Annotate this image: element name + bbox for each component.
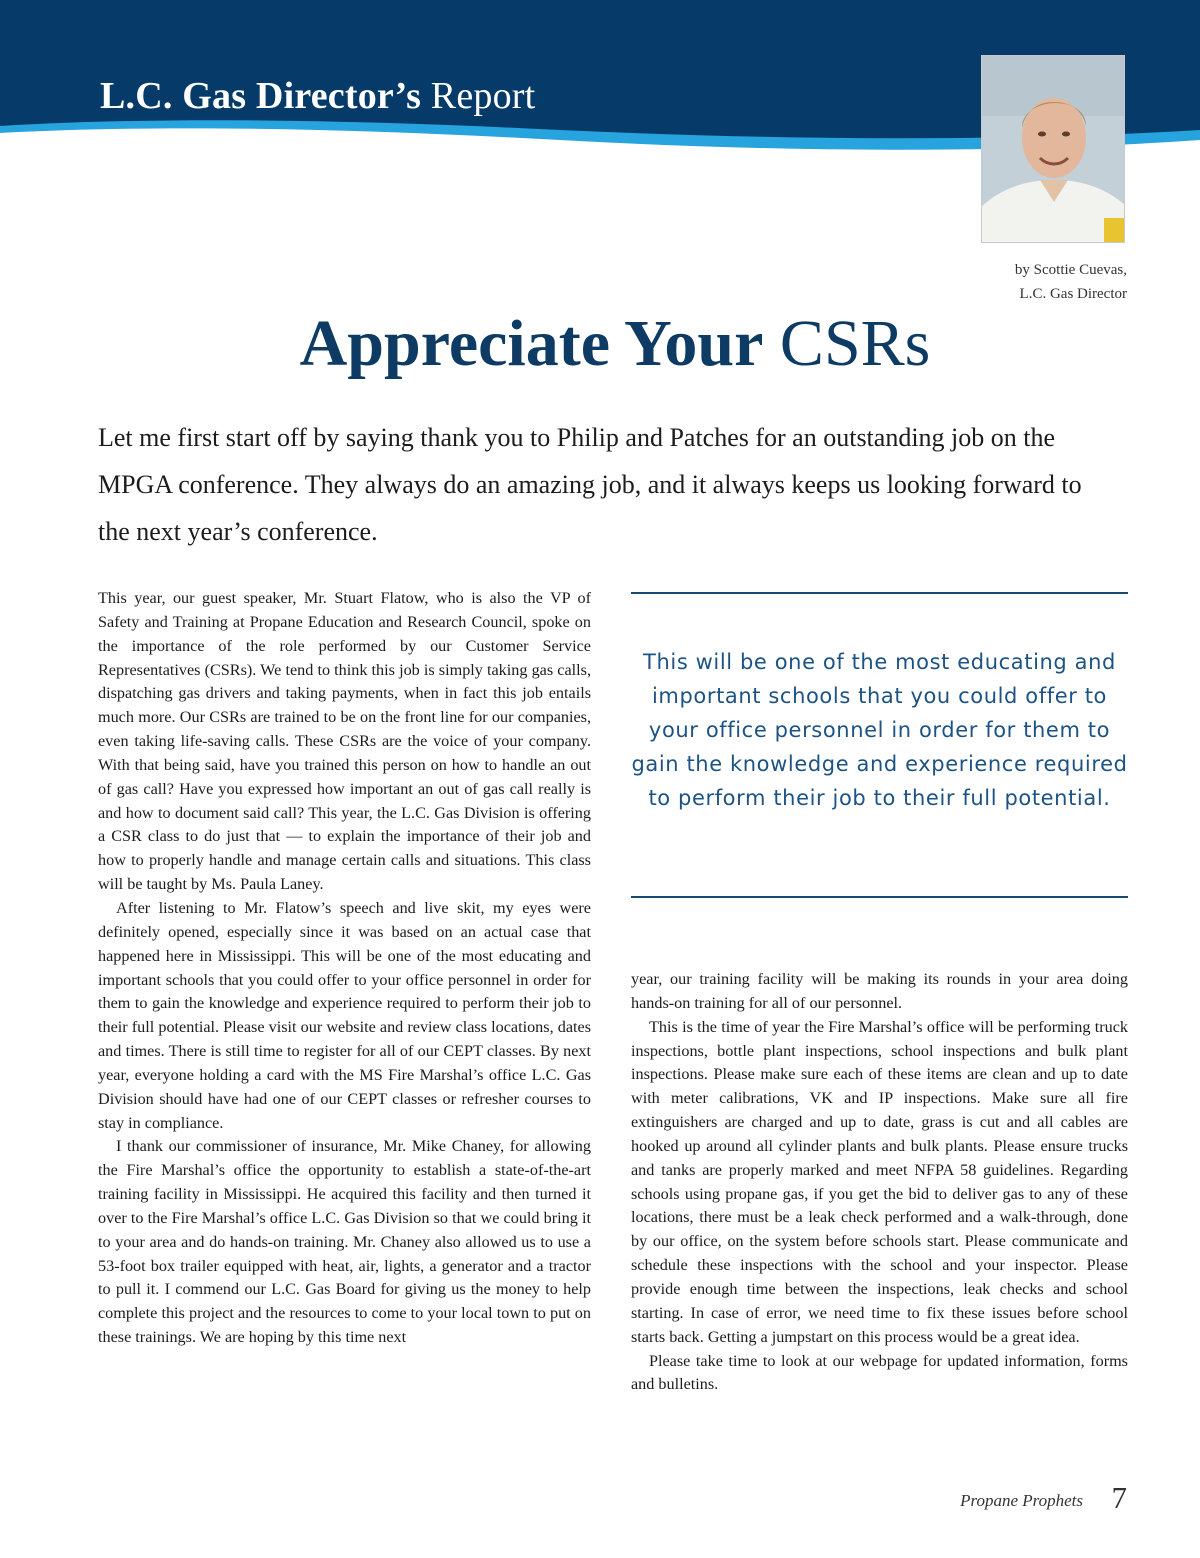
publication-name: Propane Prophets	[960, 1491, 1083, 1510]
body-paragraph: After listening to Mr. Flatow’s speech and live skit, my eyes were definitely opened, especially since it was based on an actual case that happened here in Mississippi. This will be one of the most educating and important schools that you could offer to your office personnel in order for them to gain the knowledge and experience required to perform their job to their full potential. Please visit our website and review class locations, dates and times. There is still time to register for all of our CEPT classes. By next year, everyone holding a card with the MS Fire Marshal’s office L.C. Gas Division should have had one of our CEPT classes or refresher courses to stay in compliance.	[98, 898, 591, 1132]
author-portrait-icon	[982, 56, 1125, 243]
intro-paragraph: Let me first start off by saying thank you to Philip and Patches for an outstanding job on the MPGA conference. They always do an amazing job, and it always keeps us looking forward to the next year’s conference.	[98, 423, 1082, 546]
body-paragraph: I thank our commissioner of insurance, Mr. Mike Chaney, for allowing the Fire Marshal’s office the opportunity to establish a state-of-the-art training facility in Mississippi. He acquired this facility and then turned it over to the Fire Marshal’s office L.C. Gas Division so that we could bring it to your area and do hands-on training. Mr. Chaney also allowed us to use a 53-foot box trailer equipped with heat, air, lights, a generator and a tractor to pull it. I commend our L.C. Gas Board for giving us the money to help complete this project and the resources to come to your local town to put on these trainings. We are hoping by this time next	[98, 1137, 591, 1347]
author-photo	[981, 55, 1125, 243]
pull-quote-rule-bottom	[631, 896, 1128, 898]
byline-author: by Scottie Cuevas,	[1014, 262, 1127, 278]
body-paragraph: This year, our guest speaker, Mr. Stuart Flatow, who is also the VP of Safety and Training at Propane Education and Research Council, spoke on the importance of the role performed by our Customer Service Representatives (CSRs). We tend to think this job is simply taking gas calls, dispatching gas drivers and taking payments, when in fact this job entails much more. Our CSRs are trained to be on the front line for our companies, even taking life-saving calls. These CSRs are the voice of your company. With that being said, have you trained this person on how to handle an out of gas call? Have you expressed how important an out of gas call really is and how to document said call? This year, the L.C. Gas Division is offering a CSR class to do just that — to explain the importance of their job and how to properly handle and manage certain calls and situations. This class will be taught by Ms. Paula Laney.	[98, 589, 591, 894]
body-paragraph: year, our training facility will be making its rounds in your area doing hands-on training for all of our personnel.	[631, 970, 1128, 1012]
pull-quote-rule-top	[631, 592, 1128, 594]
body-column-left	[98, 587, 591, 1350]
headline-bold: Appreciate Your	[299, 307, 764, 380]
byline-role: L.C. Gas Director	[1019, 286, 1127, 302]
page-number: 7	[1111, 1480, 1127, 1515]
section-title-light: Report	[430, 75, 536, 117]
headline-light: CSRs	[779, 307, 931, 380]
pull-quote: This will be one of the most educating and important schools that you could offer to your office personnel in order for them to gain the knowledge and experience required to perform their job to their full potential.	[631, 650, 1128, 810]
section-title	[100, 74, 535, 118]
article-headline	[0, 306, 1200, 382]
body-column-right	[631, 968, 1128, 1397]
section-title-bold: L.C. Gas Director’s	[100, 75, 422, 117]
byline	[1015, 258, 1127, 306]
body-paragraph: Please take time to look at our webpage for updated information, forms and bulletins.	[631, 1351, 1128, 1394]
body-paragraph: This is the time of year the Fire Marshal’s office will be performing truck inspections, bottle plant inspections, school inspections and bulk plant inspections. Please make sure each of these items are clean and up to date with meter calibrations, VK and IP inspections. Make sure all fire extinguishers are charged and up to date, grass is cut and all cables are hooked up around all cylinder plants and bulk plants. Please ensure trucks and tanks are properly marked and meet NFPA 58 guidelines. Regarding schools using propane gas, if you get the bid to deliver gas to any of these locations, there must be a leak check performed and a walk-through, done by our office, on the system before schools start. Please communicate and schedule these inspections with the school and your inspector. Please provide enough time between the inspections, leak checks and school starting. In case of error, we need time to fix these issues before school starts back. Getting a jumpstart on this process would be a great idea.	[631, 1017, 1128, 1346]
